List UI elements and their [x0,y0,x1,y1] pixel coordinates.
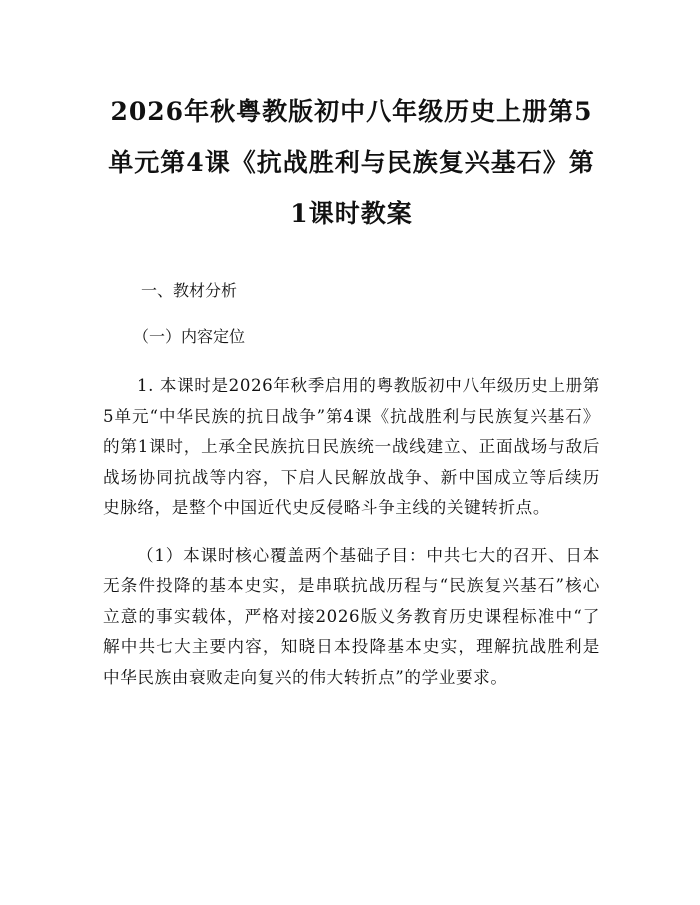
subsection-heading-content-positioning: （一）内容定位 [133,327,246,346]
section-heading-textbook-analysis: 一、教材分析 [141,281,238,300]
paragraph-lesson-position: 1. 本课时是2026年秋季启用的粤教版初中八年级历史上册第5单元“中华民族的抗日战争”第4课《抗战胜利与民族复兴基石》的第1课时，上承全民族抗日民族统一战线建立、正面战场与敌后战场协同抗战等内容，下启人民解放战争、新中国成立等后续历史脉络，是整个中国近代史反侵略斗争主线的关键转折点。 [103,376,600,518]
document-title: 2026年秋粤教版初中八年级历史上册第5单元第4课《抗战胜利与民族复兴基石》第1课时教案 [108,97,595,228]
paragraph-core-content: （1）本课时核心覆盖两个基础子目：中共七大的召开、日本无条件投降的基本史实，是串联抗战历程与“民族复兴基石”核心立意的事实载体，严格对接2026版义务教育历史课程标准中“了解中共七大主要内容，知晓日本投降基本史实，理解抗战胜利是中华民族由衰败走向复兴的伟大转折点”的学业要求。 [103,545,600,687]
